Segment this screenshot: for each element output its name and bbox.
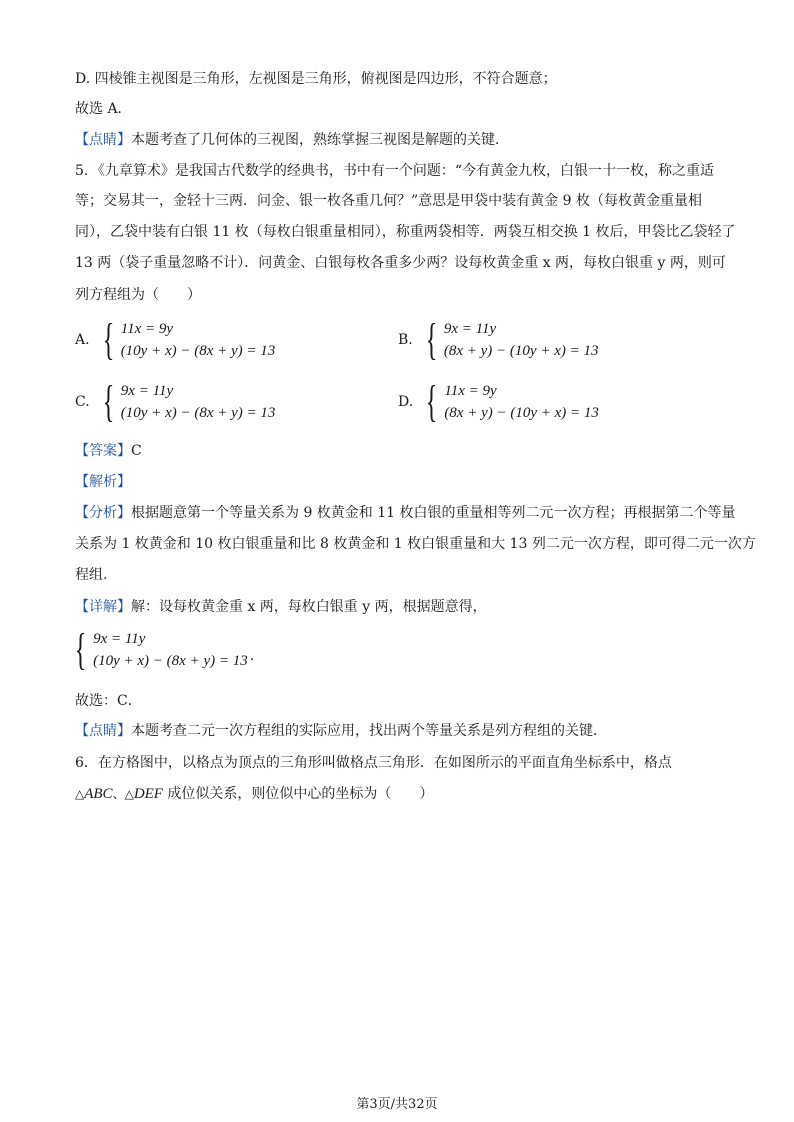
question-6-line-1: 6．在方格图中，以格点为顶点的三角形叫做格点三角形．在如图所示的平面直角坐标系中，格点: [75, 755, 672, 771]
detail-tag: 【详解】: [75, 599, 131, 615]
choose-a: 故选 A．: [75, 101, 132, 117]
option-d-label: D.: [398, 394, 414, 410]
triangle-abc: ABC: [84, 786, 113, 802]
detail-eq2: (10y + x) − (8x + y) = 13: [93, 653, 248, 669]
option-d-explanation: D. 四棱锥主视图是三角形，左视图是三角形，俯视图是四边形，不符合题意；: [75, 71, 557, 87]
analysis-line-1: [75, 502, 736, 524]
triangle-def: DEF: [133, 786, 163, 802]
analysis-header: [75, 471, 131, 493]
brace-icon: {: [425, 377, 438, 426]
comment-2-text: 本题考查二元一次方程组的实际应用，找出两个等量关系是列方程组的关键．: [131, 723, 607, 739]
triangle-icon: △: [75, 787, 85, 801]
question-5-line-1: 5．《九章算术》是我国古代数学的经典书，书中有一个问题：“今有黄金九枚，白银一十一枚，称之重适: [75, 163, 715, 179]
answer-text: C: [131, 443, 142, 459]
comment-2: [75, 720, 607, 742]
brace-icon: {: [425, 315, 438, 364]
comment-tag: 【点睛】: [75, 132, 131, 148]
brace-icon: {: [102, 315, 114, 364]
question-5-line-5: 列方程组为（ ）: [75, 287, 201, 303]
brace-icon: {: [74, 625, 87, 674]
option-c-label: C.: [75, 394, 90, 410]
comment-text: 本题考查了几何体的三视图，熟练掌握三视图是解题的关键．: [131, 132, 509, 148]
question-6-line-2: [75, 783, 433, 805]
option-c-eq1: 9x = 11y: [120, 383, 174, 399]
question-5-line-4: 13 两（袋子重量忽略不计）．问黄金、白银每枚各重多少两？设每枚黄金重 x 两，每枚白银重 y 两，则可: [75, 255, 726, 271]
page-footer: 第3页/共32页: [356, 1097, 438, 1112]
question-5-line-3: 同），乙袋中装有白银 11 枚（每枚白银重量相同），称重两袋相等．两袋互相交换 1 枚后，甲袋比乙袋轻了: [75, 224, 736, 240]
fenxi-tag: 【分析】: [75, 505, 131, 521]
answer: [75, 440, 142, 462]
brace-icon: {: [102, 377, 115, 426]
question-6-rest: 成位似关系，则位似中心的坐标为（ ）: [162, 786, 434, 802]
detail-equation-system: [70, 625, 255, 674]
option-b: [398, 315, 599, 364]
comment-1: [75, 129, 509, 151]
option-a-eq1: 11x = 9y: [120, 321, 174, 337]
option-d-eq2: (8x + y) − (10y + x) = 13: [444, 405, 599, 421]
detail-text: 解：设每枚黄金重 x 两，每枚白银重 y 两，根据题意得，: [131, 599, 487, 615]
analysis-line-2: 关系为 1 枚黄金和 10 枚白银重量和比 8 枚黄金和 1 枚白银重量和大 13 列二元一次方程，即可得二元一次方: [75, 536, 756, 552]
option-b-label: B.: [398, 332, 413, 348]
option-b-eq2: (8x + y) − (10y + x) = 13: [443, 343, 599, 359]
answer-tag: 【答案】: [75, 443, 131, 459]
option-d-eq1: 11x = 9y: [444, 383, 497, 399]
detail-eq-dot: .: [249, 648, 255, 664]
option-a-label: A.: [75, 332, 90, 348]
option-c-eq2: (10y + x) − (8x + y) = 13: [120, 405, 276, 421]
comment-2-tag: 【点睛】: [75, 723, 131, 739]
fenxi-text-1: 根据题意第一个等量关系为 9 枚黄金和 11 枚白银的重量相等列二元一次方程；再根据第二个等量: [131, 505, 736, 521]
triangle-icon: 、△: [112, 787, 134, 801]
option-b-eq1: 9x = 11y: [443, 321, 497, 337]
option-d: [398, 377, 599, 426]
question-5-line-2: 等；交易其一，金轻十三两．问金、银一枚各重几何？”意思是甲袋中装有黄金 9 枚（每枚黄金重量相: [75, 193, 702, 209]
option-c: [75, 377, 276, 426]
detail-line: [75, 596, 487, 618]
analysis-line-3: 程组.: [75, 567, 108, 583]
detail-eq1: 9x = 11y: [93, 631, 146, 647]
option-a: [75, 315, 276, 364]
choose-c: 故选：C．: [75, 693, 142, 709]
analysis-tag: 【解析】: [75, 474, 131, 490]
option-a-eq2: (10y + x) − (8x + y) = 13: [120, 343, 276, 359]
